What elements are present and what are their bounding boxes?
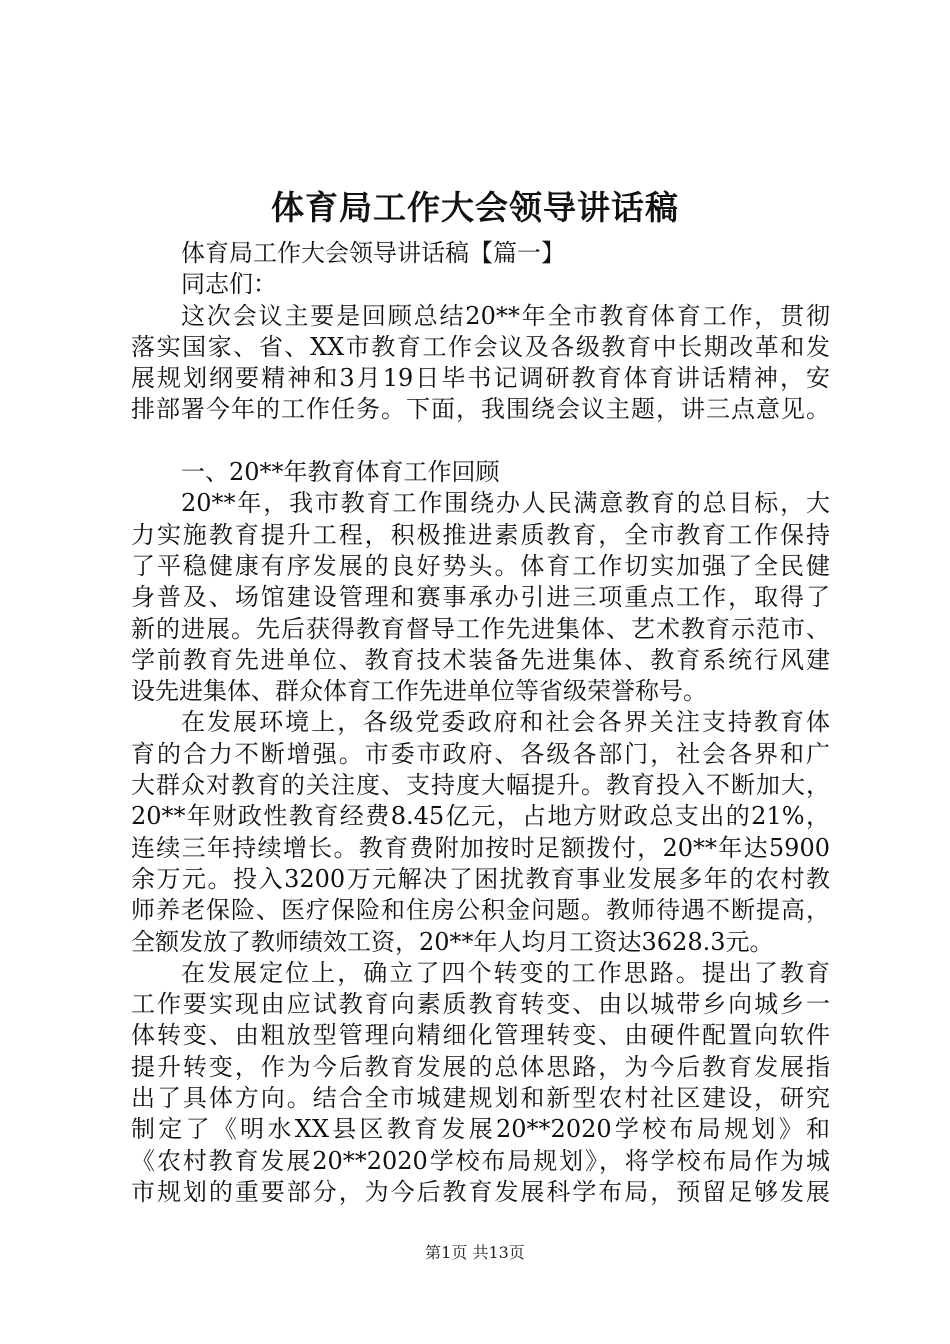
- paragraph-line: 提升转变，作为今后教育发展的总体思路，为今后教育发展指: [131, 1052, 830, 1081]
- paragraph-line: 学前教育先进单位、教育技术装备先进集体、教育系统行风建: [131, 645, 830, 674]
- paragraph-line: 市规划的重要部分，为今后教育发展科学布局，预留足够发展: [131, 1177, 830, 1206]
- paragraph-line: 连续三年持续增长。教育费附加按时足额拨付，20**年达5900: [131, 833, 830, 862]
- paragraph-line: 《农村教育发展20**2020学校布局规划》，将学校布局作为城: [131, 1146, 830, 1175]
- paragraph-line: 落实国家、省、XX市教育工作会议及各级教育中长期改革和发: [131, 332, 830, 361]
- paragraph-line: 了平稳健康有序发展的良好势头。体育工作切实加强了全民健: [131, 551, 830, 580]
- document-title: 体育局工作大会领导讲话稿: [271, 188, 679, 227]
- paragraph-line: 力实施教育提升工程，积极推进素质教育，全市教育工作保持: [131, 520, 830, 549]
- paragraph-gap: [131, 426, 830, 457]
- paragraph-line: 全额发放了教师绩效工资，20**年人均月工资达3628.3元。: [131, 927, 774, 956]
- paragraph-line: 出了具体方向。结合全市城建规划和新型农村社区建设，研究: [131, 1084, 830, 1113]
- paragraph-line: 体转变、由粗放型管理向精细化管理转变、由硬件配置向软件: [131, 1021, 830, 1050]
- paragraph-line: 20**年财政性教育经费8.45亿元，占地方财政总支出的21%，: [131, 802, 830, 831]
- paragraph-line: 育的合力不断增强。市委市政府、各级各部门，社会各界和广: [131, 739, 830, 768]
- paragraph-line: 身普及、场馆建设管理和赛事承办引进三项重点工作，取得了: [131, 583, 830, 612]
- paragraph-line: 这次会议主要是回顾总结20**年全市教育体育工作，贯彻: [181, 301, 830, 330]
- subtitle-line: 体育局工作大会领导讲话稿【篇一】: [181, 239, 565, 267]
- paragraph-line: 排部署今年的工作任务。下面，我围绕会议主题，讲三点意见。: [131, 395, 830, 424]
- paragraph-line: 20**年，我市教育工作围绕办人民满意教育的总目标，大: [181, 489, 830, 518]
- paragraph-line: 师养老保险、医疗保险和住房公积金问题。教师待遇不断提高，: [131, 896, 830, 925]
- paragraph-line: 制定了《明水XX县区教育发展20**2020学校布局规划》和: [131, 1115, 830, 1144]
- paragraph-line: 工作要实现由应试教育向素质教育转变、由以城带乡向城乡一: [131, 990, 830, 1019]
- paragraph-line: 在发展环境上，各级党委政府和社会各界关注支持教育体: [181, 708, 830, 737]
- paragraph-line: 余万元。投入3200万元解决了困扰教育事业发展多年的农村教: [131, 864, 830, 893]
- document-body: [131, 238, 830, 1208]
- salutation-line: 同志们：: [181, 270, 277, 299]
- paragraph-line: 大群众对教育的关注度、支持度大幅提升。教育投入不断加大，: [131, 771, 830, 800]
- paragraph-line: 新的进展。先后获得教育督导工作先进集体、艺术教育示范市、: [131, 614, 830, 643]
- paragraph-line: 展规划纲要精神和3月19日毕书记调研教育体育讲话精神，安: [131, 364, 830, 393]
- page-footer: 第1页 共13页: [425, 1243, 525, 1262]
- section-heading: 一、20**年教育体育工作回顾: [181, 458, 500, 487]
- paragraph-line: 在发展定位上，确立了四个转变的工作思路。提出了教育: [181, 958, 830, 987]
- paragraph-line: 设先进集体、群众体育工作先进单位等省级荣誉称号。: [131, 677, 707, 706]
